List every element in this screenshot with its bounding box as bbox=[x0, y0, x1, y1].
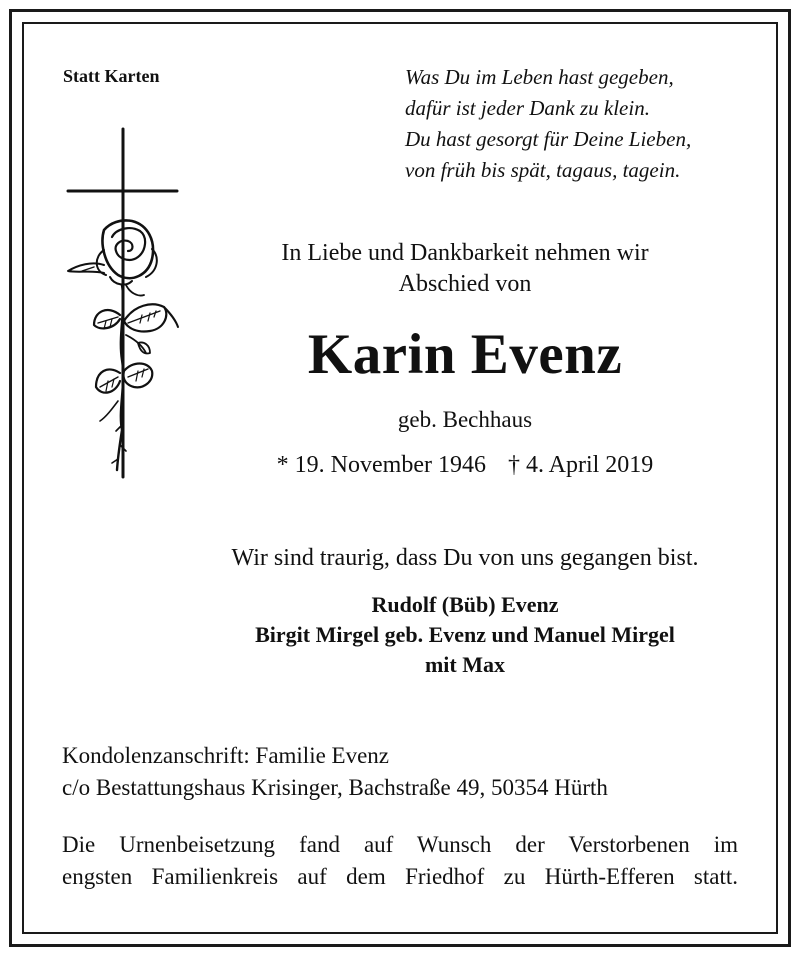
mourner-name: Birgit Mirgel geb. Evenz und Manuel Mirgel bbox=[255, 622, 675, 647]
burial-note bbox=[62, 829, 738, 893]
maiden-name: geb. Bechhaus bbox=[397, 407, 533, 432]
burial-line: engsten Familienkreis auf dem Friedhof zu Hürth-Efferen statt. bbox=[62, 864, 738, 889]
life-dates bbox=[150, 452, 780, 479]
mourner-name: Rudolf (Büb) Evenz bbox=[371, 592, 559, 617]
intro-line: In Liebe und Dankbarkeit nehmen wir bbox=[281, 240, 649, 266]
memorial-poem bbox=[405, 62, 691, 186]
statt-karten-label: Statt Karten bbox=[63, 66, 160, 86]
mourning-message: Wir sind traurig, dass Du von uns gegangen bist. bbox=[231, 545, 699, 571]
poem-line: dafür ist jeder Dank zu klein. bbox=[405, 96, 650, 120]
birth-date: * 19. November 1946 bbox=[276, 452, 486, 478]
poem-line: Was Du im Leben hast gegeben, bbox=[405, 65, 674, 89]
poem-line: Du hast gesorgt für Deine Lieben, bbox=[405, 127, 692, 151]
poem-line: von früh bis spät, tagaus, tagein. bbox=[405, 158, 681, 182]
deceased-name: Karin Evenz bbox=[307, 323, 623, 386]
condolence-line: Kondolenzanschrift: Familie Evenz bbox=[62, 743, 390, 768]
burial-line: Die Urnenbeisetzung fand auf Wunsch der Verstorbenen im bbox=[62, 832, 738, 857]
death-date: † 4. April 2019 bbox=[507, 452, 654, 478]
intro-text bbox=[150, 238, 780, 300]
intro-line: Abschied von bbox=[398, 271, 532, 297]
mourner-names bbox=[150, 590, 780, 680]
condolence-line: c/o Bestattungshaus Krisinger, Bachstraße 49, 50354 Hürth bbox=[62, 775, 608, 800]
condolence-address bbox=[62, 740, 608, 804]
mourner-name: mit Max bbox=[424, 652, 506, 677]
